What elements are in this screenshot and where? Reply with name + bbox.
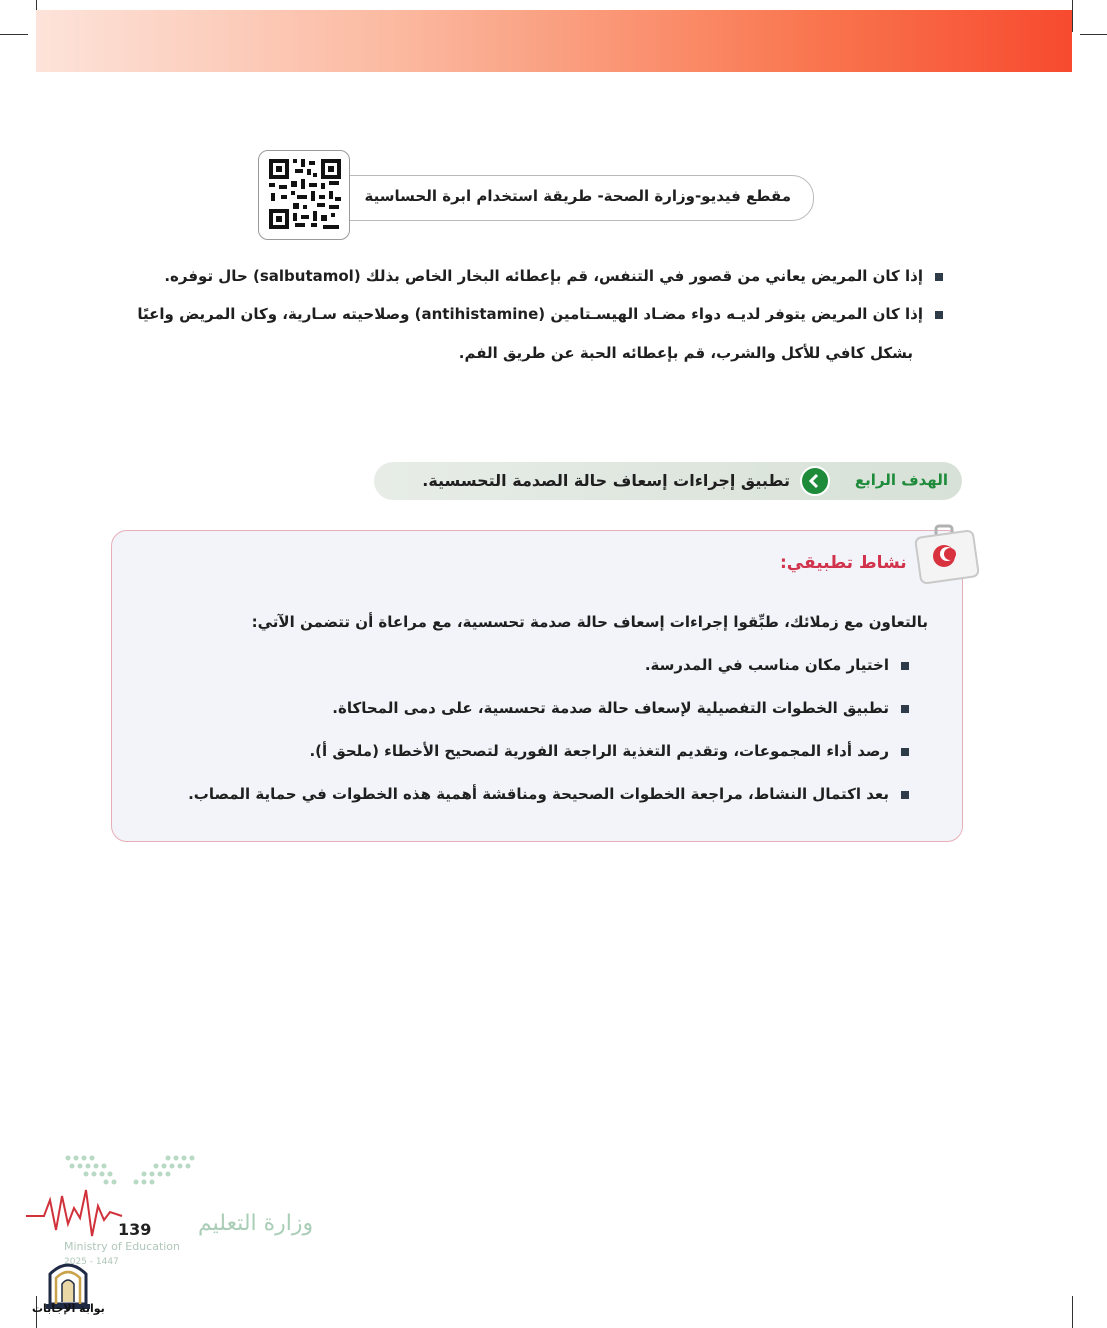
- bullet-square-icon: [901, 748, 909, 756]
- first-aid-kit-icon: [914, 524, 980, 586]
- crop-mark: [1072, 1296, 1073, 1328]
- header-color-band: [36, 10, 1072, 72]
- arrow-left-icon: [800, 466, 830, 496]
- activity-intro: بالتعاون مع زملائك، طبِّقوا إجراءات إسعاف حالة صدمة تحسسية، مع مراعاة أن تتضمن الآتي:: [251, 613, 928, 631]
- watermark-label: بوابة الإجابات: [32, 1302, 105, 1315]
- activity-item: بعد اكتمال النشاط، مراجعة الخطوات الصحيحة ومناقشة أهمية هذه الخطوات في حماية المصاب.: [188, 785, 909, 803]
- list-item-continuation: بشكل كافي للأكل والشرب، قم بإعطائه الحبة عن طريق الفم.: [458, 344, 913, 362]
- crop-mark: [1072, 0, 1073, 32]
- bullet-square-icon: [901, 662, 909, 670]
- ministry-logo: [26, 1150, 314, 1268]
- list-item: إذا كان المريض يعاني من قصور في التنفس، قم بإعطائه البخار الخاص بذلك (salbutamol) حال توفره.: [164, 267, 943, 285]
- crop-mark: [0, 34, 28, 35]
- list-item: إذا كان المريض يتوفر لديـه دواء مضـاد الهيسـتامين (antihistamine) وصلاحيته سـارية، وكان المريض واعيًا: [137, 305, 943, 323]
- activity-item: اختيار مكان مناسب في المدرسة.: [645, 656, 909, 674]
- ministry-name-ar: وزارة التعليم: [198, 1211, 314, 1236]
- video-link[interactable]: [300, 175, 814, 221]
- bullet-square-icon: [901, 705, 909, 713]
- bullet-square-icon: [935, 273, 943, 281]
- video-link-label: مقطع فيديو-وزارة الصحة- طريقة استخدام ابرة الحساسية: [364, 187, 791, 205]
- goal-banner: [374, 462, 962, 500]
- activity-item: رصد أداء المجموعات، وتقديم التغذية الراجعة الفورية لتصحيح الأخطاء (ملحق أ).: [309, 742, 909, 760]
- activity-item: تطبيق الخطوات التفصيلية لإسعاف حالة صدمة تحسسية، على دمى المحاكاة.: [332, 699, 909, 717]
- watermark-logo: [28, 1256, 108, 1326]
- bullet-square-icon: [901, 791, 909, 799]
- ministry-years: 2025 - 1447: [64, 1257, 119, 1267]
- goal-text: تطبيق إجراءات إسعاف حالة الصدمة التحسسية.: [422, 471, 790, 490]
- qr-code-icon[interactable]: [258, 150, 350, 240]
- ministry-name-en: Ministry of Education: [64, 1240, 181, 1253]
- bullet-square-icon: [935, 311, 943, 319]
- page-number: 139: [118, 1220, 152, 1239]
- activity-title: نشاط تطبيقي:: [780, 553, 907, 573]
- crop-mark: [1080, 34, 1107, 35]
- goal-title: الهدف الرابع: [854, 471, 948, 489]
